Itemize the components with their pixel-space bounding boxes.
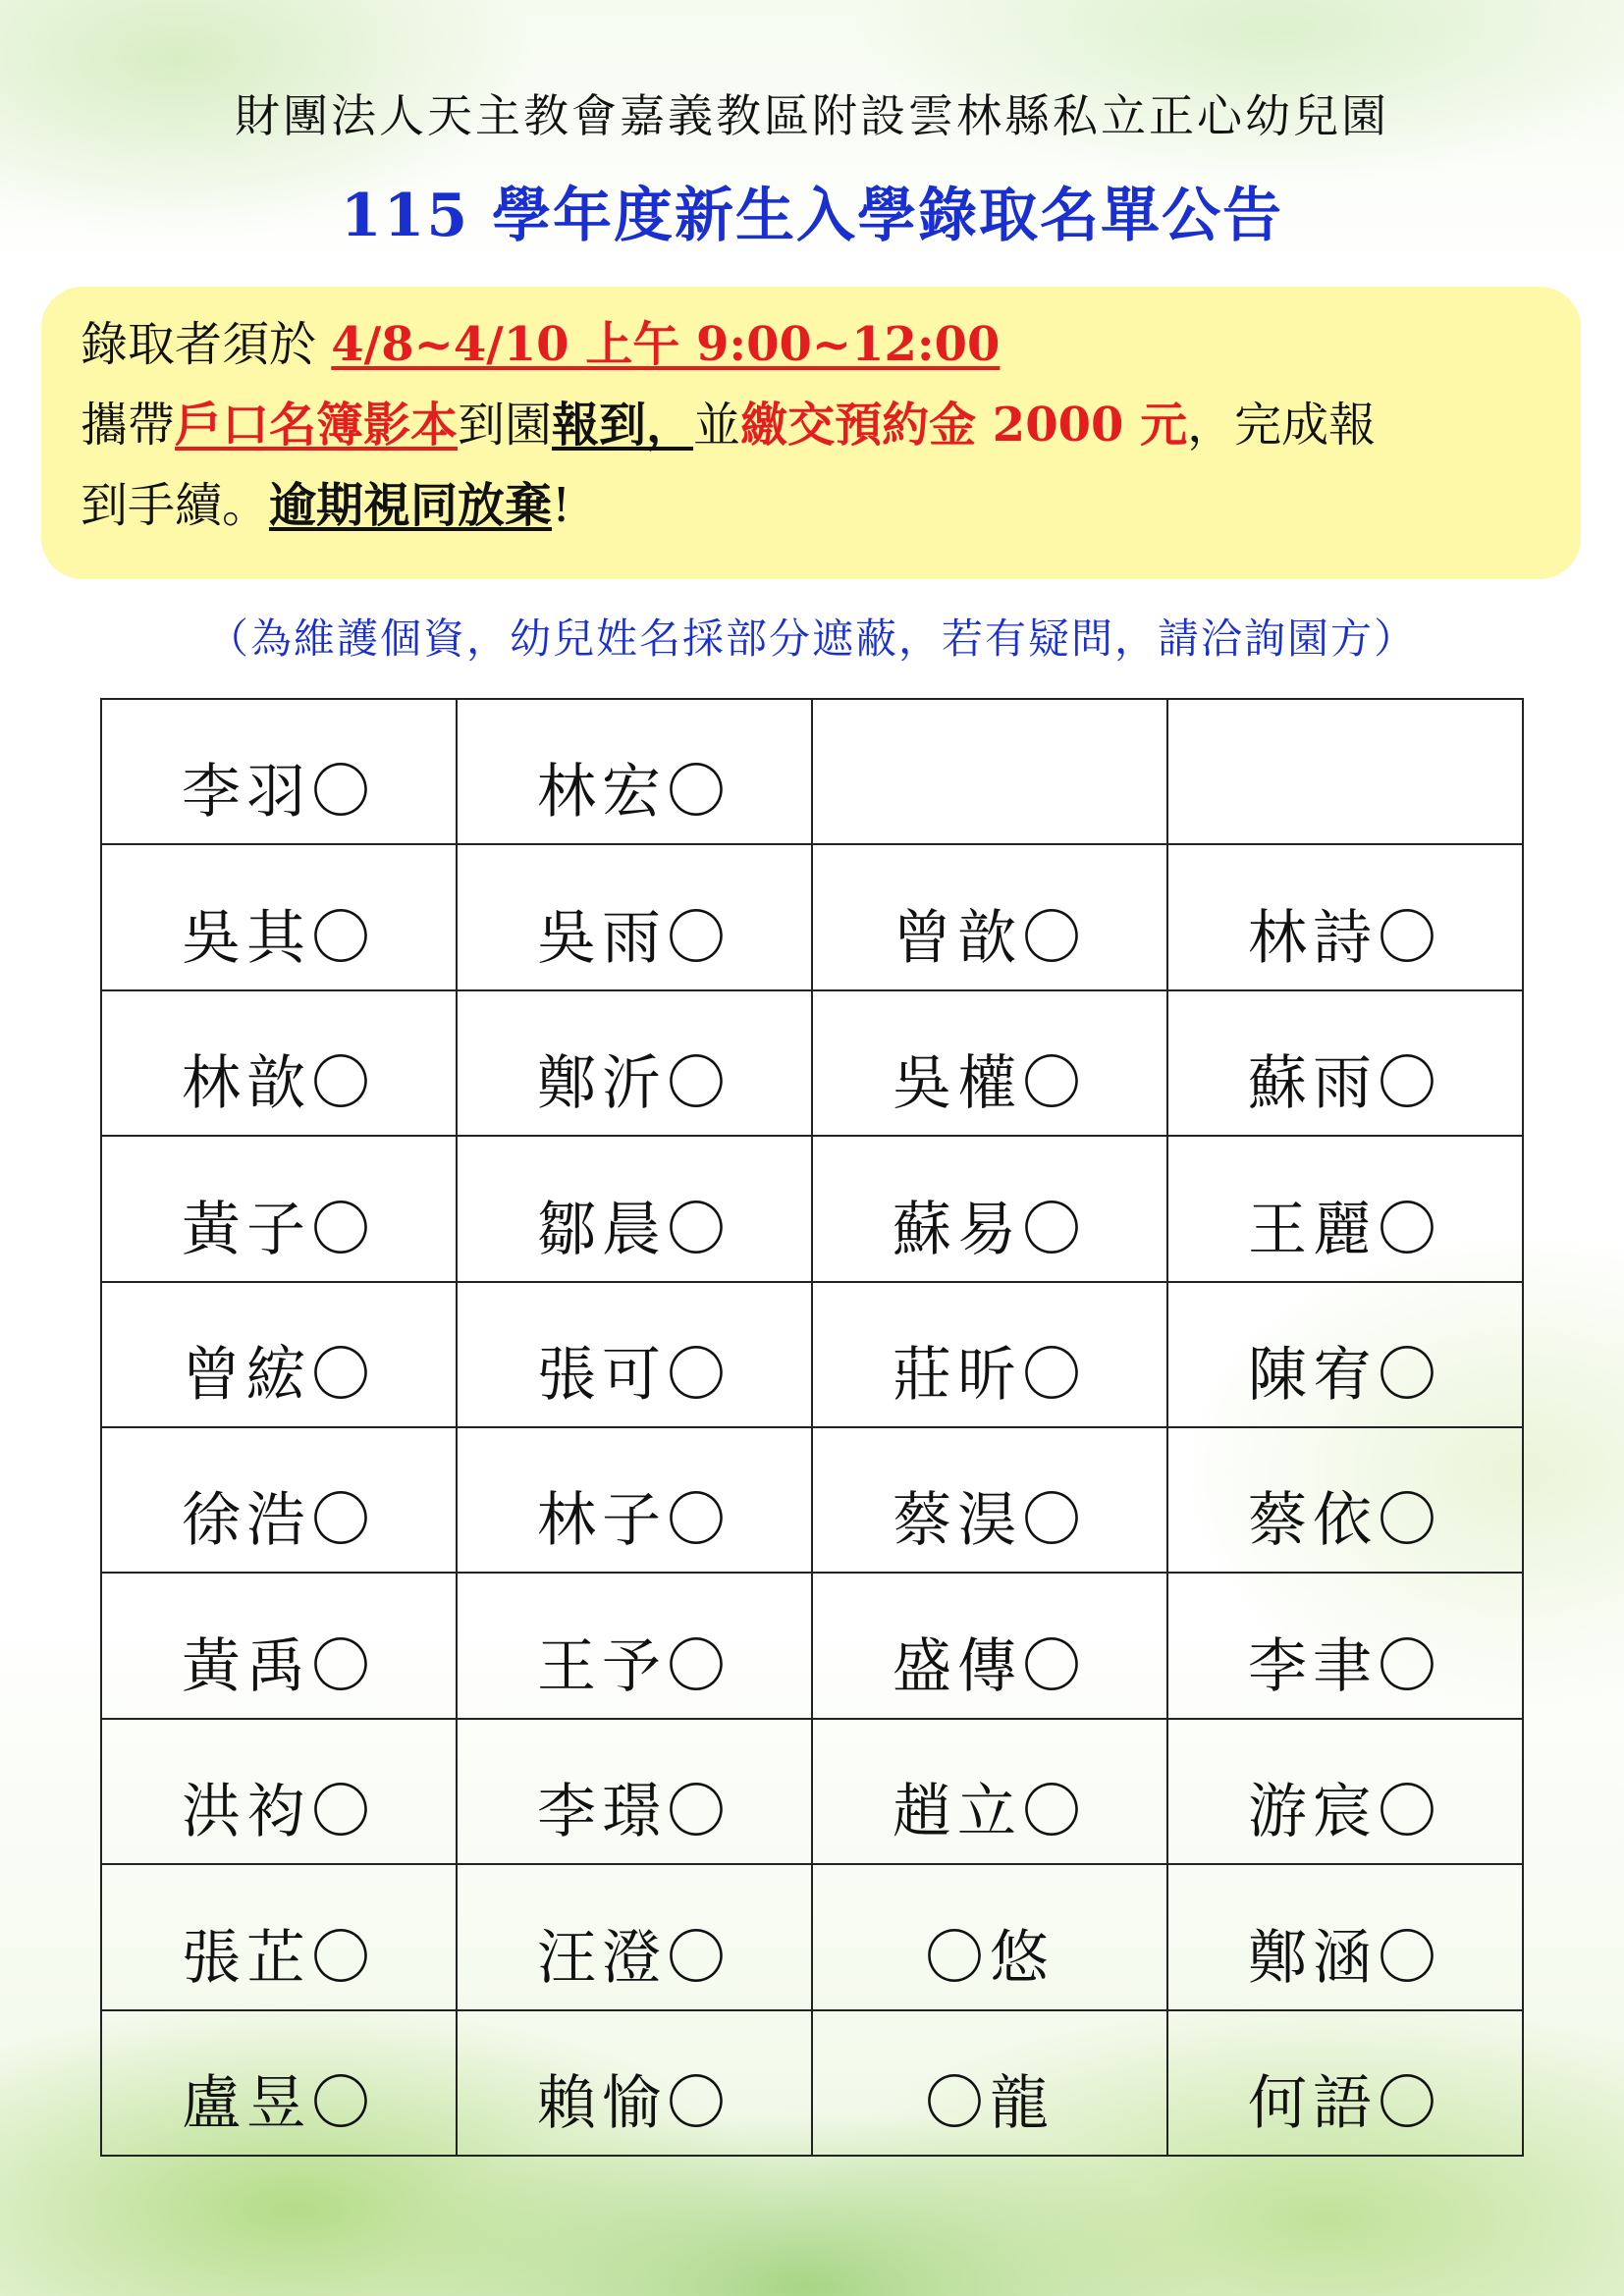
name-cell <box>1167 699 1523 844</box>
name-cell: 王麗〇 <box>1167 1136 1523 1281</box>
notice-text: 攜帶 <box>81 398 176 453</box>
name-cell: 盛傳〇 <box>812 1573 1167 1718</box>
name-cell: 王予〇 <box>457 1573 812 1718</box>
admitted-names-table <box>100 698 1524 2157</box>
name-cell: 黃子〇 <box>101 1136 457 1281</box>
name-cell: 〇悠 <box>812 1864 1167 2009</box>
notice-text: 錄取者須於 <box>81 317 332 372</box>
name-cell: 游宸〇 <box>1167 1719 1523 1864</box>
name-cell: 吳雨〇 <box>457 844 812 989</box>
table-row <box>101 1136 1523 1281</box>
name-cell: 洪袀〇 <box>101 1719 457 1864</box>
name-cell: 蔡淏〇 <box>812 1427 1167 1573</box>
notice-text: ，完成報 <box>1187 398 1377 453</box>
name-cell <box>812 699 1167 844</box>
name-cell: 曾歆〇 <box>812 844 1167 989</box>
name-cell: 林歆〇 <box>101 990 457 1136</box>
name-cell: 蔡依〇 <box>1167 1427 1523 1573</box>
name-cell: 林詩〇 <box>1167 844 1523 989</box>
name-cell: 汪澄〇 <box>457 1864 812 2009</box>
name-cell: 吳其〇 <box>101 844 457 989</box>
name-cell: 吳權〇 <box>812 990 1167 1136</box>
name-cell: 鄭沂〇 <box>457 990 812 1136</box>
table-row <box>101 1427 1523 1573</box>
notice-text: 到園 <box>458 398 553 453</box>
kindergarten-name: 財團法人天主教會嘉義教區附設雲林縣私立正心幼兒園 <box>235 89 1389 142</box>
table-row <box>101 844 1523 989</box>
name-cell: 陳宥〇 <box>1167 1282 1523 1427</box>
table-row <box>101 1573 1523 1718</box>
notice-line-1 <box>81 304 1545 385</box>
name-cell: 〇龍 <box>812 2010 1167 2156</box>
name-cell: 蘇易〇 <box>812 1136 1167 1281</box>
name-cell: 林子〇 <box>457 1427 812 1573</box>
name-cell: 林宏〇 <box>457 699 812 844</box>
notice-line-3 <box>81 465 1545 546</box>
report-keyword: 報到， <box>552 398 694 453</box>
name-cell: 鄭涵〇 <box>1167 1864 1523 2009</box>
name-cell: 李聿〇 <box>1167 1573 1523 1718</box>
notice-text: 並 <box>693 398 741 453</box>
table-row <box>101 990 1523 1136</box>
required-document: 戶口名簿影本 <box>175 398 459 453</box>
table-row <box>101 2010 1523 2156</box>
registration-time: 4/8~4/10 上午 9:00~12:00 <box>331 317 1001 372</box>
name-cell: 鄒晨〇 <box>457 1136 812 1281</box>
name-cell: 張可〇 <box>457 1282 812 1427</box>
table-row <box>101 1282 1523 1427</box>
name-cell: 莊昕〇 <box>812 1282 1167 1427</box>
name-cell: 蘇雨〇 <box>1167 990 1523 1136</box>
forfeit-warning: 逾期視同放棄 <box>269 478 553 533</box>
table-row <box>101 699 1523 844</box>
name-cell: 張芷〇 <box>101 1864 457 2009</box>
name-cell: 徐浩〇 <box>101 1427 457 1573</box>
name-cell: 賴愉〇 <box>457 2010 812 2156</box>
deposit-fee: 繳交預約金 2000 元 <box>740 398 1188 453</box>
name-cell: 曾綋〇 <box>101 1282 457 1427</box>
table-row <box>101 1719 1523 1864</box>
name-cell: 趙立〇 <box>812 1719 1167 1864</box>
notice-text: ! <box>552 478 571 533</box>
name-cell: 黃禹〇 <box>101 1573 457 1718</box>
name-cell: 李羽〇 <box>101 699 457 844</box>
table-row <box>101 1864 1523 2009</box>
name-cell: 盧昱〇 <box>101 2010 457 2156</box>
notice-line-2 <box>81 385 1545 465</box>
privacy-note: （為維護個資，幼兒姓名採部分遮蔽，若有疑問，請洽詢園方） <box>206 614 1417 663</box>
registration-notice <box>41 287 1581 579</box>
announcement-title: 115 學年度新生入學錄取名單公告 <box>340 182 1284 250</box>
notice-text: 到手續。 <box>81 478 270 533</box>
name-cell: 李璟〇 <box>457 1719 812 1864</box>
name-cell: 何語〇 <box>1167 2010 1523 2156</box>
